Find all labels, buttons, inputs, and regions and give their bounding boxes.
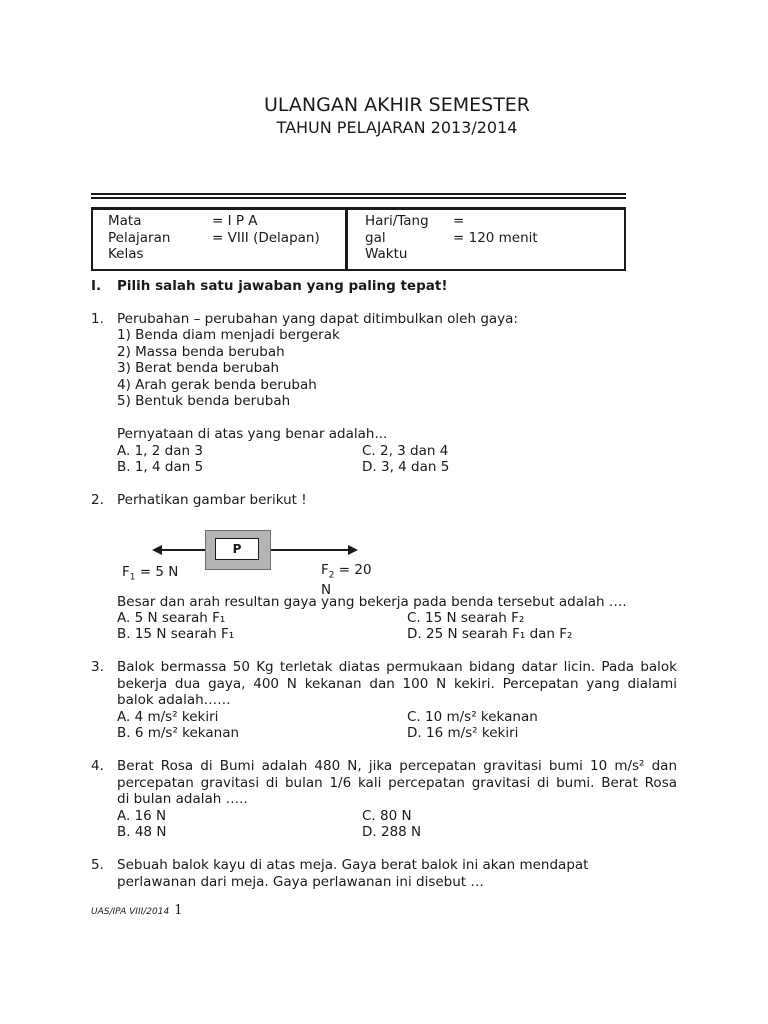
q4-number: 4. xyxy=(91,758,104,774)
q5-line-1: Sebuah balok kayu di atas meja. Gaya berat balok ini akan mendapat xyxy=(117,857,589,873)
q4-option-c: C. 80 N xyxy=(362,808,412,824)
force-f2-unit: N xyxy=(321,582,332,598)
force-f1-symbol: F xyxy=(122,564,130,580)
q1-number: 1. xyxy=(91,311,104,327)
q3-line-2: bekerja dua gaya, 400 N kekanan dan 100 N kekiri. Percepatan yang dialami xyxy=(117,676,677,692)
info-label-tanggal: gal xyxy=(365,230,386,246)
info-label-mata: Mata xyxy=(108,213,142,229)
page-number: 1 xyxy=(174,903,183,918)
q2-prompt: Besar dan arah resultan gaya yang bekerja pada benda tersebut adalah …. xyxy=(117,594,627,610)
q1-option-a: A. 1, 2 dan 3 xyxy=(117,443,203,459)
block-p xyxy=(205,530,271,570)
q4-line-2: percepatan gravitasi di bulan 1/6 kali percepatan gravitasi di bumi. Berat Rosa xyxy=(117,775,677,791)
info-value-class: = VIII (Delapan) xyxy=(212,230,320,246)
force-f1-label xyxy=(122,564,178,586)
q3-option-a: A. 4 m/s² kekiri xyxy=(117,709,219,725)
info-label-pelajaran: Pelajaran xyxy=(108,230,171,246)
exam-subtitle: TAHUN PELAJARAN 2013/2014 xyxy=(276,118,518,137)
q3-number: 3. xyxy=(91,659,104,675)
force-f2-arrowhead xyxy=(348,545,358,555)
page-footer xyxy=(91,899,183,918)
q5-number: 5. xyxy=(91,857,104,873)
block-p-label: P xyxy=(215,538,259,560)
header-rule-bottom xyxy=(91,197,626,199)
force-f2-value: = 20 xyxy=(334,562,372,578)
q2-option-b: B. 15 N searah F₁ xyxy=(117,626,235,642)
force-f1-arrowhead xyxy=(152,545,162,555)
force-f2-arrow-line xyxy=(270,549,350,551)
info-label-waktu: Waktu xyxy=(365,246,408,262)
force-f2-symbol: F xyxy=(321,562,329,578)
q5-line-2: perlawanan dari meja. Gaya perlawanan ini disebut … xyxy=(117,874,484,890)
q4-line-3: di bulan adalah ….. xyxy=(117,791,248,807)
section-number: I. xyxy=(91,278,102,294)
footer-code: UAS/IPA VIII/2014 xyxy=(91,907,170,917)
q3-option-c: C. 10 m/s² kekanan xyxy=(407,709,538,725)
q4-option-b: B. 48 N xyxy=(117,824,167,840)
q3-line-3: balok adalah…… xyxy=(117,692,231,708)
q4-option-a: A. 16 N xyxy=(117,808,167,824)
info-value-date: = xyxy=(453,213,465,229)
q1-option-b: B. 1, 4 dan 5 xyxy=(117,459,204,475)
q3-option-d: D. 16 m/s² kekiri xyxy=(407,725,519,741)
exam-title: ULANGAN AKHIR SEMESTER xyxy=(263,94,531,116)
exam-info-box xyxy=(91,207,626,271)
info-value-time: = 120 menit xyxy=(453,230,538,246)
q2-option-a: A. 5 N searah F₁ xyxy=(117,610,226,626)
force-f2-subscript: 2 xyxy=(328,570,335,581)
force-f1-value: = 5 N xyxy=(135,564,179,580)
q4-option-d: D. 288 N xyxy=(362,824,422,840)
header-rule-top xyxy=(91,193,626,195)
force-f1-subscript: 1 xyxy=(129,572,136,583)
q1-option-d: D. 3, 4 dan 5 xyxy=(362,459,450,475)
q1-statement-1: 1) Benda diam menjadi bergerak xyxy=(117,327,340,343)
info-label-kelas: Kelas xyxy=(108,246,144,262)
exam-info-divider xyxy=(345,207,348,271)
q1-statement-2: 2) Massa benda berubah xyxy=(117,344,285,360)
q1-line: Perubahan – perubahan yang dapat ditimbulkan oleh gaya: xyxy=(117,311,518,327)
q1-statement-5: 5) Bentuk benda berubah xyxy=(117,393,291,409)
force-f1-arrow-line xyxy=(160,549,206,551)
q2-option-c: C. 15 N searah F₂ xyxy=(407,610,525,626)
q3-option-b: B. 6 m/s² kekanan xyxy=(117,725,240,741)
q2-line: Perhatikan gambar berikut ! xyxy=(117,492,307,508)
q1-statement-4: 4) Arah gerak benda berubah xyxy=(117,377,317,393)
info-label-hari: Hari/Tang xyxy=(365,213,429,229)
force-f2-label xyxy=(321,562,372,584)
q4-line-1: Berat Rosa di Bumi adalah 480 N, jika percepatan gravitasi bumi 10 m/s² dan xyxy=(117,758,677,774)
info-value-subject: = I P A xyxy=(212,213,258,229)
q3-line-1: Balok bermassa 50 Kg terletak diatas permukaan bidang datar licin. Pada balok xyxy=(117,659,677,675)
q2-number: 2. xyxy=(91,492,104,508)
q2-option-d: D. 25 N searah F₁ dan F₂ xyxy=(407,626,573,642)
section-instruction: Pilih salah satu jawaban yang paling tepat! xyxy=(117,278,448,294)
q1-statement-3: 3) Berat benda berubah xyxy=(117,360,280,376)
q1-prompt: Pernyataan di atas yang benar adalah... xyxy=(117,426,388,442)
q1-option-c: C. 2, 3 dan 4 xyxy=(362,443,449,459)
